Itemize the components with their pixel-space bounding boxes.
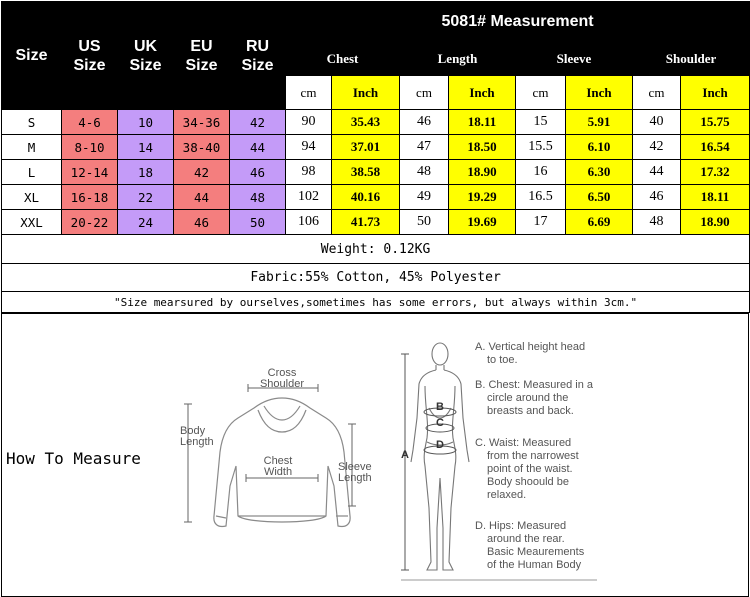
table-row [2, 185, 750, 210]
table-row [2, 210, 750, 235]
us-cell: 16-18 [62, 185, 118, 210]
unit-inch: Inch [681, 76, 750, 110]
body-length-label-1: Body [180, 425, 206, 438]
length-cm-cell: 49 [400, 185, 449, 210]
chest-cm-cell: 94 [286, 135, 332, 160]
shoulder-inch-cell: 18.90 [681, 210, 750, 235]
sleeve-cm-cell: 17 [516, 210, 566, 235]
ru-cell: 42 [230, 110, 286, 135]
eu-cell: 46 [174, 210, 230, 235]
table-row [2, 160, 750, 185]
letter-a: A [401, 449, 409, 461]
shoulder-cm-cell: 44 [633, 160, 681, 185]
uk-size-header: UK Size [118, 2, 174, 110]
unit-inch: Inch [566, 76, 633, 110]
sleeve-inch-cell: 6.50 [566, 185, 633, 210]
letter-d: D [436, 439, 444, 451]
length-cm-cell: 50 [400, 210, 449, 235]
how-to-measure-label: How To Measure [6, 449, 141, 468]
us-size-header: US Size [62, 2, 118, 110]
ru-cell: 44 [230, 135, 286, 160]
uk-cell: 24 [118, 210, 174, 235]
ru-cell: 46 [230, 160, 286, 185]
size-cell: S [2, 110, 62, 135]
note-b-line-2: circle around the [487, 392, 569, 405]
body-diagram [397, 338, 617, 590]
sleeve-inch-cell: 6.69 [566, 210, 633, 235]
sleeve-cm-cell: 16 [516, 160, 566, 185]
chest-inch-cell: 41.73 [332, 210, 400, 235]
sleeve-length-label-2: Length [338, 472, 372, 485]
letter-c: C [436, 417, 444, 429]
weight-text: Weight: 0.12KG [2, 235, 750, 264]
eu-size-header: EU Size [174, 2, 230, 110]
note-d-line-4: of the Human Body [487, 559, 582, 572]
sleeve-header: Sleeve [516, 42, 633, 76]
chest-inch-cell: 37.01 [332, 135, 400, 160]
uk-cell: 10 [118, 110, 174, 135]
chest-cm-cell: 102 [286, 185, 332, 210]
size-chart [1, 1, 749, 596]
shoulder-inch-cell: 15.75 [681, 110, 750, 135]
fabric-text: Fabric:55% Cotton, 45% Polyester [2, 264, 750, 292]
size-cell: XL [2, 185, 62, 210]
cross-shoulder-label-1: Cross [267, 367, 297, 380]
length-inch-cell: 18.11 [449, 110, 516, 135]
size-note: "Size mearsured by ourselves,sometimes has some errors, but always within 3cm." [2, 292, 750, 313]
length-inch-cell: 19.29 [449, 185, 516, 210]
shoulder-header: Shoulder [633, 42, 750, 76]
unit-cm: cm [633, 76, 681, 110]
table-row [2, 110, 750, 135]
chest-inch-cell: 35.43 [332, 110, 400, 135]
note-b-line-1: B. Chest: Measured in a [475, 379, 594, 392]
ru-cell: 48 [230, 185, 286, 210]
note-c-line-5: relaxed. [487, 489, 527, 502]
chest-inch-cell: 40.16 [332, 185, 400, 210]
how-to-measure-section [1, 313, 749, 597]
table-row [2, 135, 750, 160]
note-c-line-3: point of the waist. [487, 463, 573, 476]
uk-cell: 22 [118, 185, 174, 210]
note-d-line-3: Basic Meaurements [487, 546, 585, 559]
shoulder-inch-cell: 17.32 [681, 160, 750, 185]
shoulder-cm-cell: 42 [633, 135, 681, 160]
size-table [1, 1, 750, 313]
letter-b: B [436, 401, 444, 413]
uk-cell: 18 [118, 160, 174, 185]
note-c-line-1: C. Waist: Measured [475, 437, 572, 450]
note-a-line-1: A. Vertical height head [475, 341, 586, 354]
us-cell: 20-22 [62, 210, 118, 235]
sleeve-cm-cell: 16.5 [516, 185, 566, 210]
note-b-line-3: breasts and back. [487, 405, 574, 418]
length-cm-cell: 47 [400, 135, 449, 160]
eu-cell: 44 [174, 185, 230, 210]
measurement-title: 5081# Measurement [286, 2, 750, 42]
sleeve-cm-cell: 15.5 [516, 135, 566, 160]
note-c-line-4: Body shoould be [487, 476, 569, 489]
body-figure [411, 343, 469, 570]
cross-shoulder-label-2: Shoulder [259, 378, 305, 391]
sleeve-inch-cell: 5.91 [566, 110, 633, 135]
chest-cm-cell: 106 [286, 210, 332, 235]
chest-width-label-2: Width [263, 466, 293, 479]
size-cell: L [2, 160, 62, 185]
shoulder-inch-cell: 16.54 [681, 135, 750, 160]
unit-cm: cm [286, 76, 332, 110]
body-length-label-2: Length [180, 436, 214, 449]
eu-cell: 34-36 [174, 110, 230, 135]
us-cell: 12-14 [62, 160, 118, 185]
shoulder-cm-cell: 46 [633, 185, 681, 210]
chest-header: Chest [286, 42, 400, 76]
ru-size-header: RU Size [230, 2, 286, 110]
note-a-line-2: to toe. [487, 354, 518, 367]
size-cell: XXL [2, 210, 62, 235]
garment-diagram [176, 366, 386, 546]
note-d-line-2: around the rear. [487, 533, 565, 546]
unit-inch: Inch [449, 76, 516, 110]
chest-inch-cell: 38.58 [332, 160, 400, 185]
shoulder-cm-cell: 40 [633, 110, 681, 135]
chest-cm-cell: 98 [286, 160, 332, 185]
shoulder-inch-cell: 18.11 [681, 185, 750, 210]
length-inch-cell: 19.69 [449, 210, 516, 235]
chest-width-label-1: Chest [263, 455, 293, 468]
us-cell: 8-10 [62, 135, 118, 160]
sleeve-cm-cell: 15 [516, 110, 566, 135]
size-cell: M [2, 135, 62, 160]
sleeve-inch-cell: 6.10 [566, 135, 633, 160]
sleeve-length-label-1: Sleeve [338, 461, 372, 474]
unit-cm: cm [516, 76, 566, 110]
ru-cell: 50 [230, 210, 286, 235]
sleeve-inch-cell: 6.30 [566, 160, 633, 185]
length-cm-cell: 46 [400, 110, 449, 135]
length-inch-cell: 18.90 [449, 160, 516, 185]
us-cell: 4-6 [62, 110, 118, 135]
eu-cell: 38-40 [174, 135, 230, 160]
chest-cm-cell: 90 [286, 110, 332, 135]
uk-cell: 14 [118, 135, 174, 160]
size-header: Size [2, 2, 62, 110]
length-inch-cell: 18.50 [449, 135, 516, 160]
unit-cm: cm [400, 76, 449, 110]
note-c-line-2: from the narrowest [487, 450, 579, 463]
shoulder-cm-cell: 48 [633, 210, 681, 235]
note-d-line-1: D. Hips: Measured [475, 520, 567, 533]
eu-cell: 42 [174, 160, 230, 185]
length-header: Length [400, 42, 516, 76]
unit-inch: Inch [332, 76, 400, 110]
length-cm-cell: 48 [400, 160, 449, 185]
